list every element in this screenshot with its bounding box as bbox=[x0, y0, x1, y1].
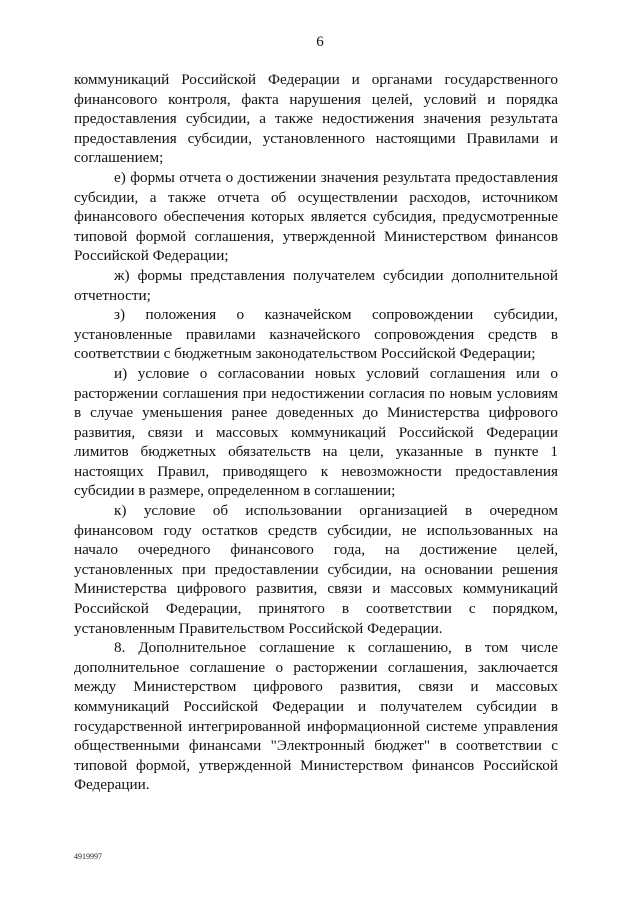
paragraph-item-i: и) условие о согласовании новых условий соглашения или о расторжении соглашения при недостижении согласия по новым условиям в случае уменьшения ранее доведенных до Министерства цифрового развития, связи и массовых коммуникаций Российской Федерации лимитов бюджетных обязательств на цели, указанные в пункте 1 настоящих Правил, приводящего к невозможности предоставления субсидии в размере, определенном в соглашении; bbox=[74, 364, 558, 500]
page-number: 6 bbox=[316, 34, 324, 50]
paragraph-clause-8: 8. Дополнительное соглашение к соглашению, в том числе дополнительное соглашение о расторжении соглашения, заключается между Министерством цифрового развития, связи и массовых коммуникаций Российской Федерации и получателем субсидии в государственной интегрированной информационной системе управления общественными финансами "Электронный бюджет" в соответствии с типовой формой, утвержденной Министерством финансов Российской Федерации. bbox=[74, 639, 558, 794]
paragraph-item-zh: ж) формы представления получателем субсидии дополнительной отчетности; bbox=[74, 266, 558, 304]
paragraph-item-z: з) положения о казначейском сопровождении субсидии, установленные правилами казначейского сопровождения средств в соответствии с бюджетным законодательством Российской Федерации; bbox=[74, 306, 558, 363]
document-body bbox=[74, 70, 558, 795]
paragraph-continuation: коммуникаций Российской Федерации и органами государственного финансового контроля, факта нарушения целей, условий и порядка предоставления субсидии, а также недостижения значения результата предоставления субсидии, установленного настоящими Правилами и соглашением; bbox=[74, 71, 558, 167]
paragraph-item-e: е) формы отчета о достижении значения результата предоставления субсидии, а также отчета об осуществлении расходов, источником финансового обеспечения которых является субсидия, предусмотренные типовой формой соглашения, утвержденной Министерством финансов Российской Федерации; bbox=[74, 168, 558, 265]
document-code: 4919997 bbox=[74, 852, 102, 861]
paragraph-item-k: к) условие об использовании организацией в очередном финансовом году остатков средств субсидии, не использованных на начало очередного финансового года, на достижение целей, установленных при предоставлении субсидии, на основании решения Министерства цифрового развития, связи и массовых коммуникаций Российской Федерации, принятого в соответствии с порядком, установленным Правительством Российской Федерации. bbox=[74, 502, 558, 637]
